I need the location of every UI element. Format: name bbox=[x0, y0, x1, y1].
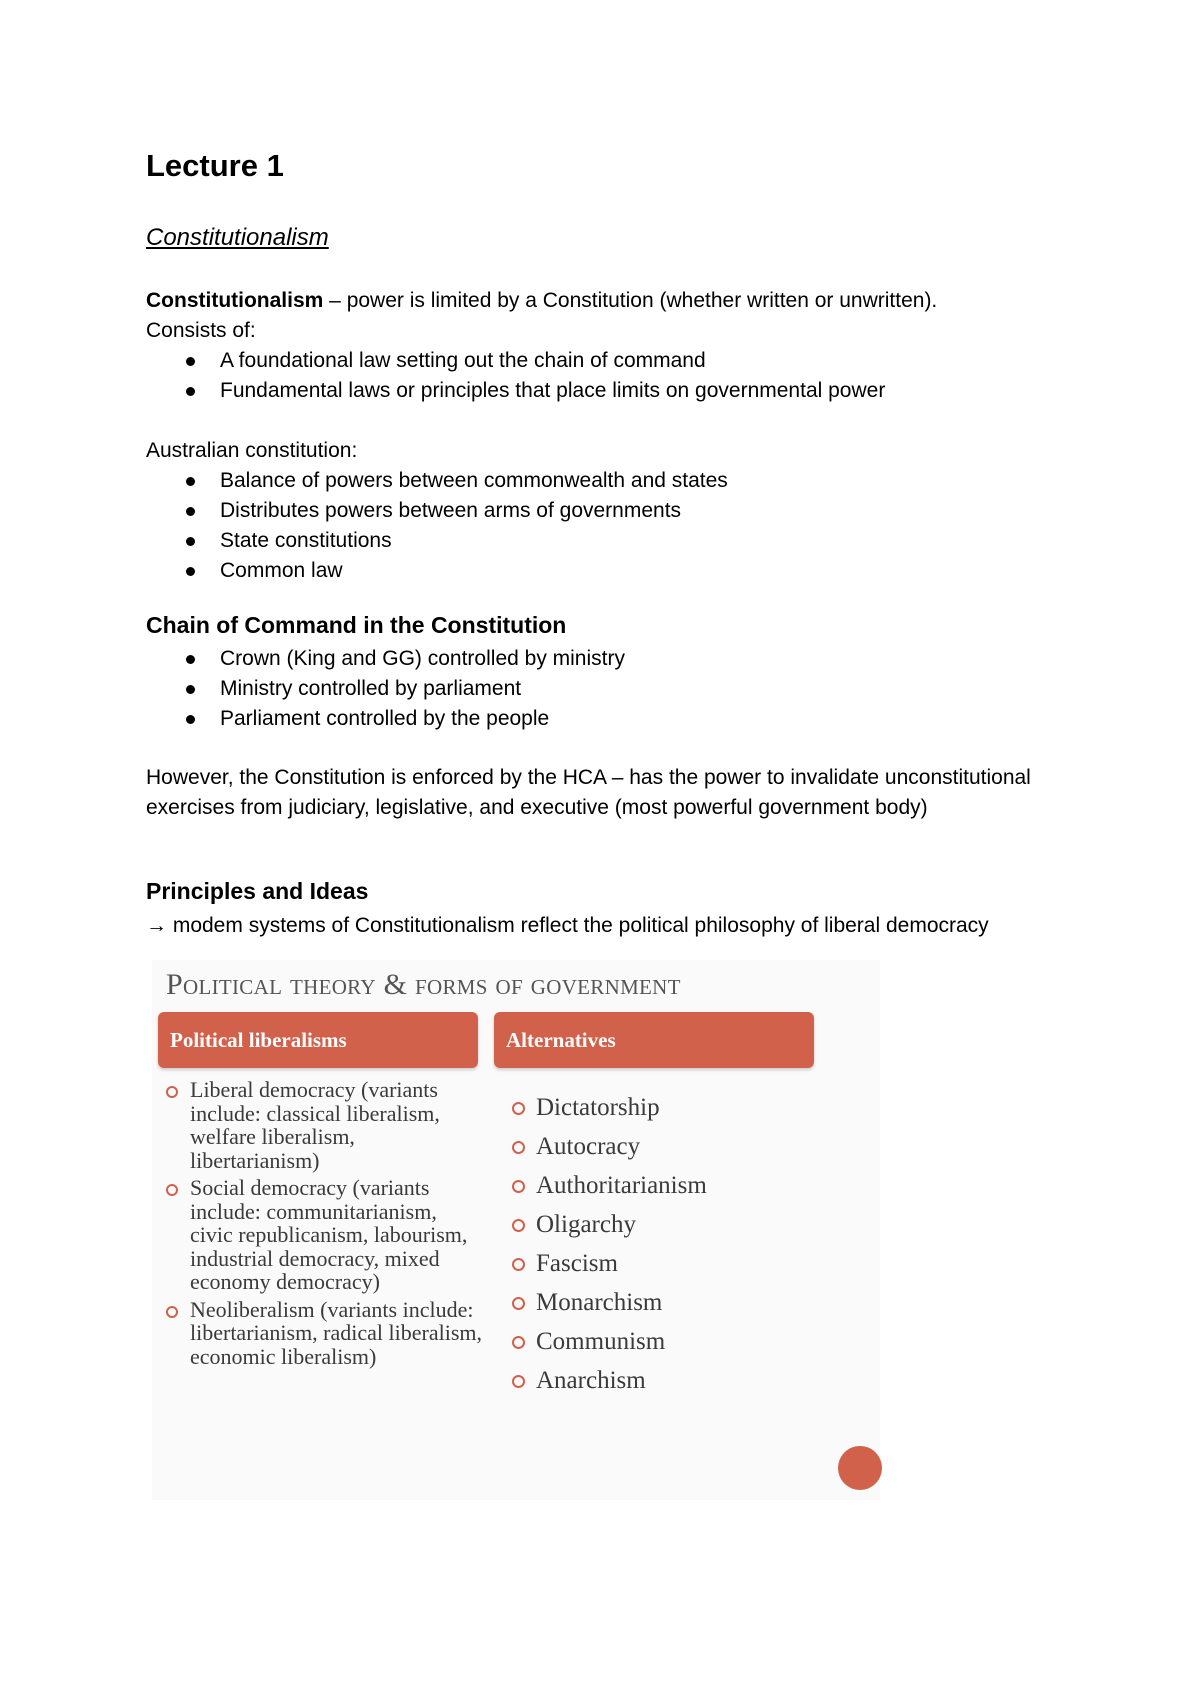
australian-constitution-label: Australian constitution: bbox=[146, 439, 358, 462]
list-item: State constitutions bbox=[146, 526, 728, 556]
list-item: Communism bbox=[512, 1322, 812, 1361]
political-theory-slide bbox=[152, 960, 880, 1500]
document-title: Lecture 1 bbox=[146, 148, 284, 183]
liberalisms-list bbox=[166, 1078, 484, 1372]
list-item: Distributes powers between arms of governments bbox=[146, 496, 728, 526]
list-item: Social democracy (variants include: communitarianism, civic republicanism, labourism, industrial democracy, mixed economy democracy) bbox=[166, 1176, 484, 1294]
section-heading: Constitutionalism bbox=[146, 224, 329, 251]
list-item: Authoritarianism bbox=[512, 1166, 812, 1205]
definition-paragraph bbox=[146, 286, 937, 346]
chain-of-command-heading: Chain of Command in the Constitution bbox=[146, 612, 567, 638]
list-item: A foundational law setting out the chain of command bbox=[146, 346, 885, 376]
list-item: Crown (King and GG) controlled by ministry bbox=[146, 644, 625, 674]
definition-text: – power is limited by a Constitution (whether written or unwritten). bbox=[323, 289, 938, 312]
list-item: Anarchism bbox=[512, 1361, 812, 1400]
list-item: Neoliberalism (variants include: libertarianism, radical liberalism, economic liberalism) bbox=[166, 1298, 484, 1369]
list-item: Autocracy bbox=[512, 1127, 812, 1166]
list-item: Ministry controlled by parliament bbox=[146, 674, 625, 704]
decorative-circle-icon bbox=[838, 1446, 882, 1490]
political-liberalisms-header: Political liberalisms bbox=[158, 1012, 478, 1068]
list-item: Monarchism bbox=[512, 1283, 812, 1322]
list-item: Liberal democracy (variants include: classical liberalism, welfare liberalism, libertarianism) bbox=[166, 1078, 484, 1172]
slide-title: Political theory & forms of government bbox=[166, 968, 681, 1001]
list-item: Oligarchy bbox=[512, 1205, 812, 1244]
consists-label: Consists of: bbox=[146, 319, 256, 342]
chain-of-command-list bbox=[146, 644, 625, 734]
list-item: Parliament controlled by the people bbox=[146, 704, 625, 734]
alternatives-header: Alternatives bbox=[494, 1012, 814, 1068]
list-item: Balance of powers between commonwealth and states bbox=[146, 466, 728, 496]
definition-term: Constitutionalism bbox=[146, 289, 324, 312]
principles-text: → modem systems of Constitutionalism reflect the political philosophy of liberal democracy bbox=[146, 914, 989, 937]
list-item: Fundamental laws or principles that place limits on governmental power bbox=[146, 376, 885, 406]
list-item: Dictatorship bbox=[512, 1088, 812, 1127]
alternatives-list bbox=[512, 1088, 812, 1400]
list-item: Fascism bbox=[512, 1244, 812, 1283]
principles-heading: Principles and Ideas bbox=[146, 878, 369, 904]
constitutionalism-list bbox=[146, 346, 885, 406]
list-item: Common law bbox=[146, 556, 728, 586]
australian-constitution-list bbox=[146, 466, 728, 586]
however-paragraph: However, the Constitution is enforced by the HCA – has the power to invalidate unconstitutional exercises from judiciary, legislative, and executive (most powerful government body) bbox=[146, 766, 1031, 819]
